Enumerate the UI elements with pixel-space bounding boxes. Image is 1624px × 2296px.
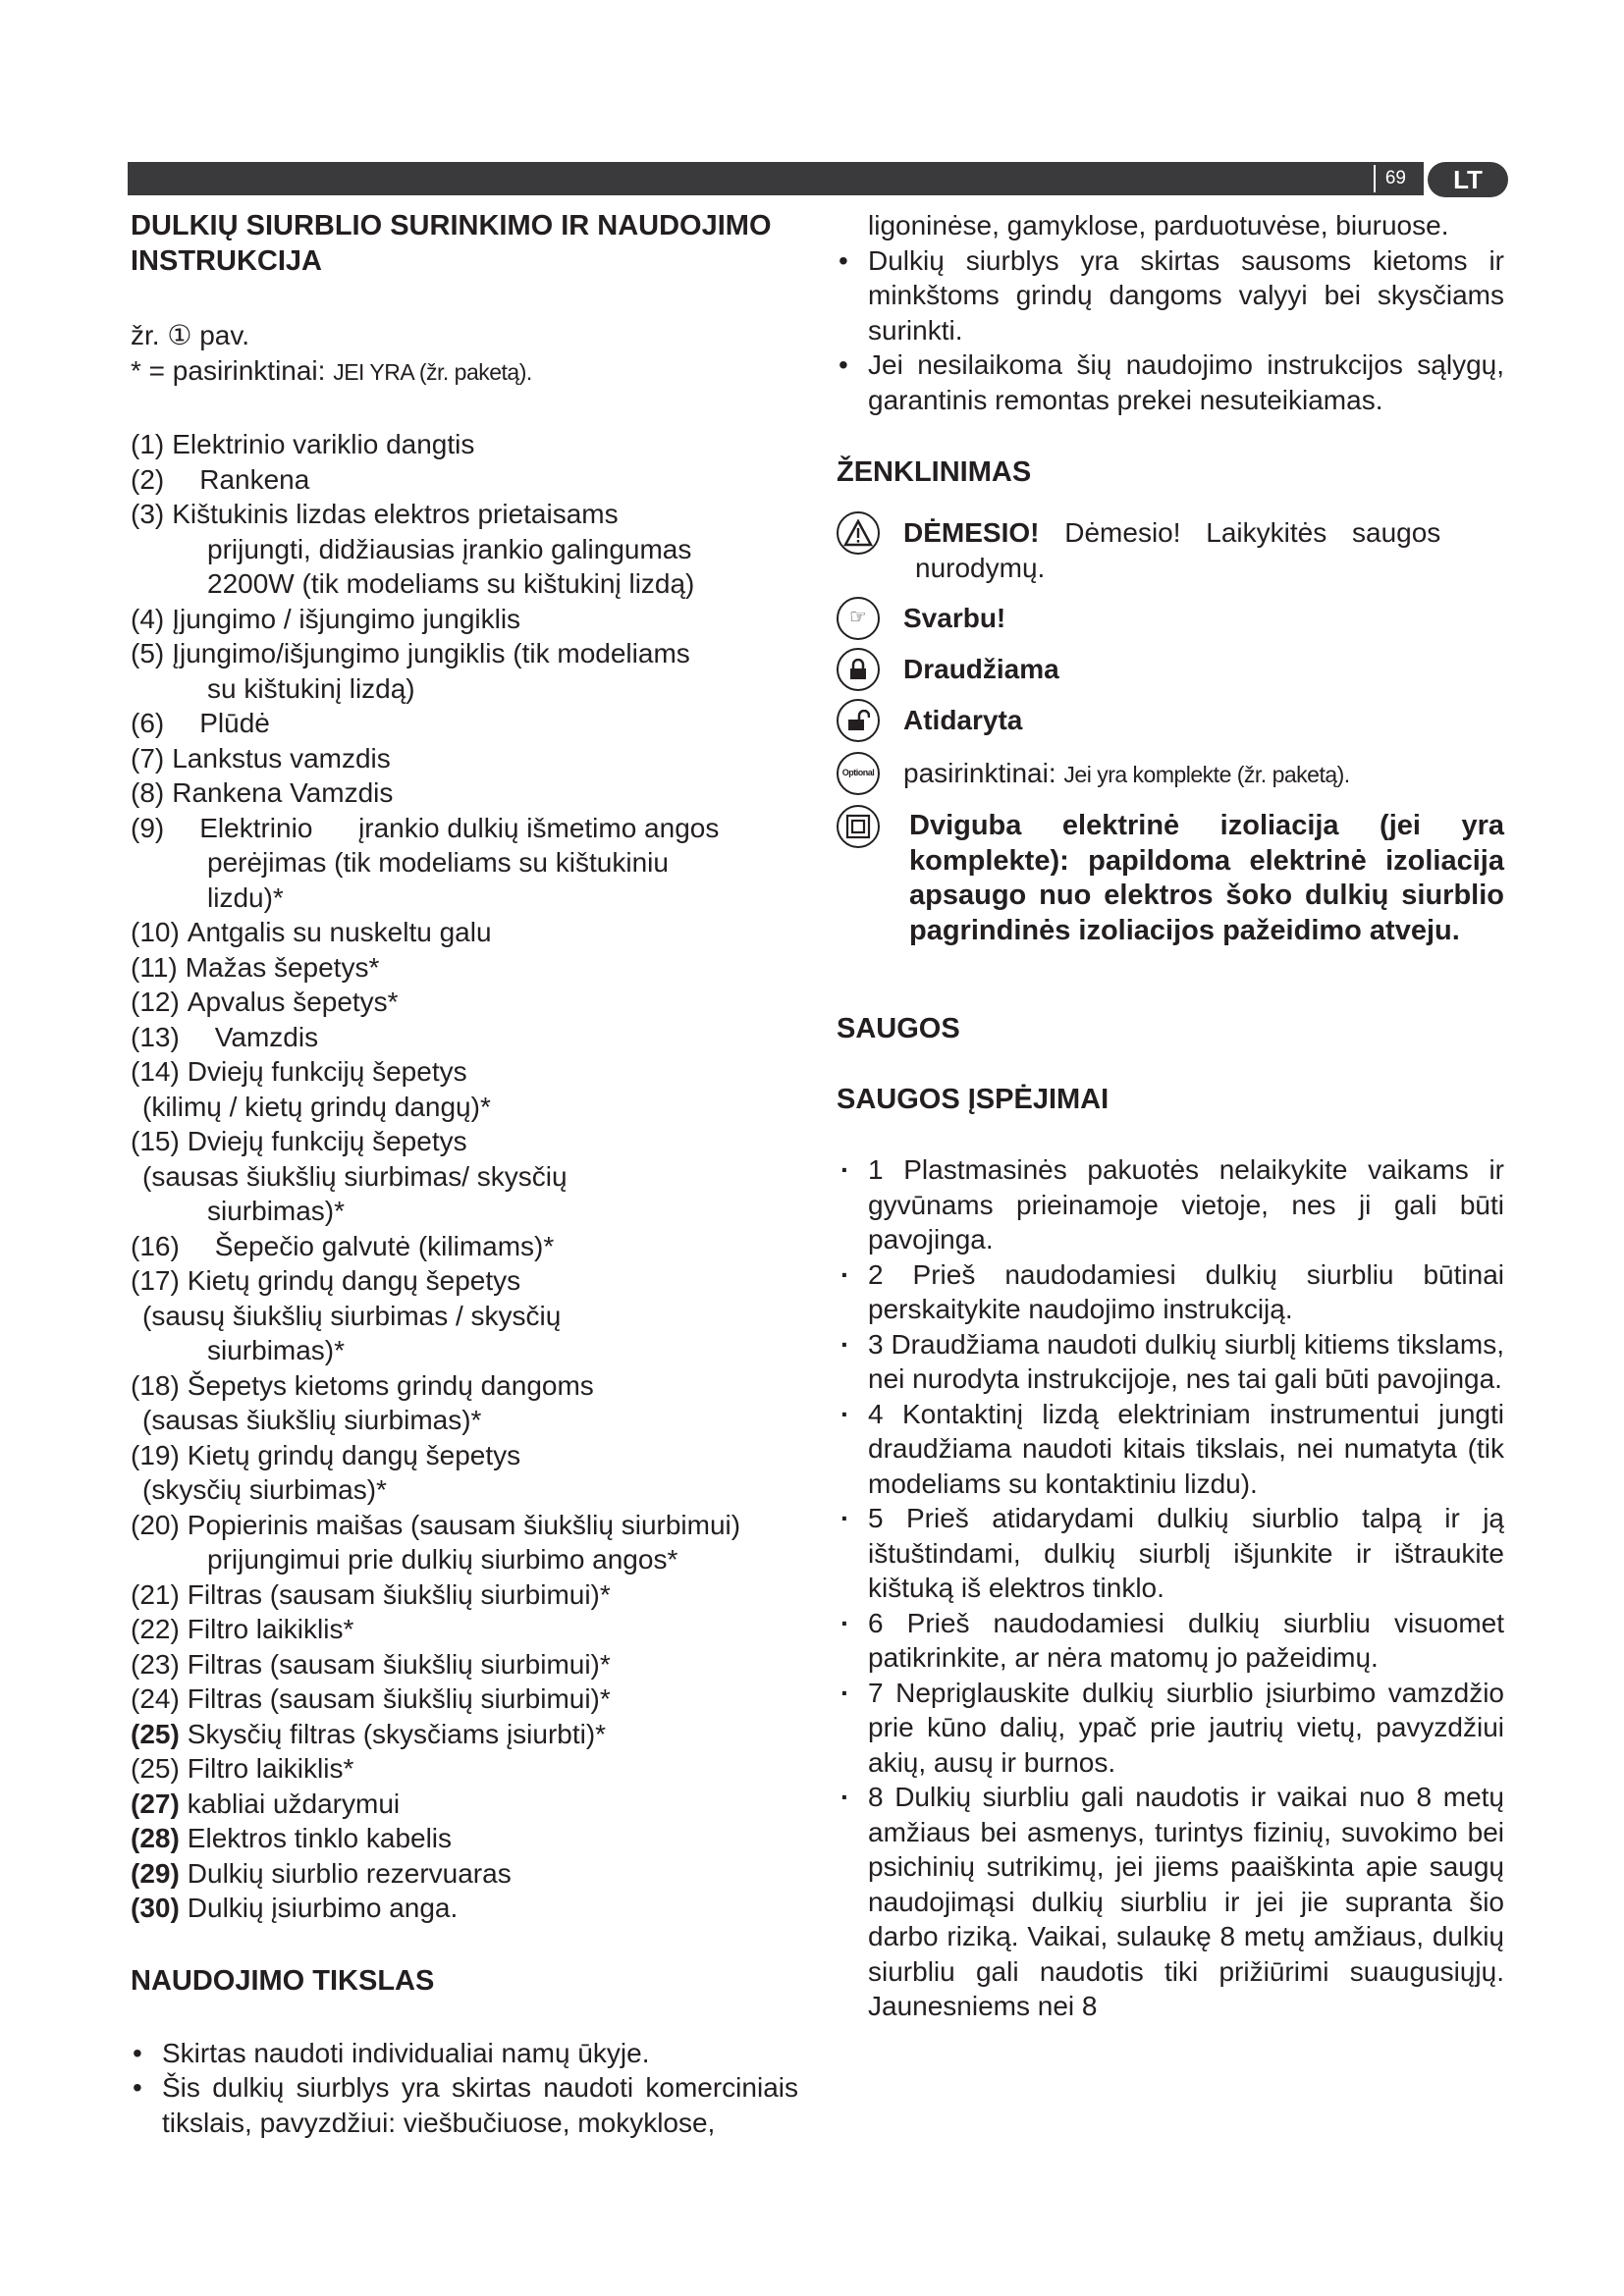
- list-item: (25) Skysčių filtras (skysčiams įsiurbti)*: [131, 1718, 607, 1749]
- list-item-continuation: (sausų šiukšlių siurbimas / skysčių: [142, 1300, 562, 1331]
- list-item: · 8 Dulkių siurbliu gali naudotis ir vaikai nuo 8 metų amžiaus bei asmenys, turintys fizinių, suvokimo bei psichinių sutrikimų, jei jiems paaiškinta apie saugų naudojimąsi dulkių siurbliu ir jei jie supranta šio darbo riziką. Vaikai, sulaukę 8 metų amžiaus, dulkių siurbliu gali naudotis tiki prižiūrimi suaugusiųjų. Jaunesniems nei 8: [837, 1780, 1504, 2024]
- lock-closed-icon: [837, 648, 880, 691]
- purpose-title: NAUDOJIMO TIKSLAS: [131, 1964, 435, 1997]
- purpose-list-continued: [837, 243, 1504, 418]
- symbols-legend: [837, 515, 1504, 948]
- list-item: (5) Įjungimo/išjungimo jungiklis (tik modeliams: [131, 638, 690, 668]
- warning-text-2: nurodymų.: [915, 552, 1046, 583]
- list-item-continuation: prijungti, didžiausias įrankio galingumas: [207, 533, 692, 564]
- list-item-continuation: su kištukinį lizdą): [207, 672, 415, 704]
- list-item: · 4 Kontaktinį lizdą elektriniam instrumentui jungti draudžiama naudoti kitais tikslais, nei numatyta (tik modeliams su kontaktiniu lizdu).: [837, 1397, 1504, 1502]
- right-column: [837, 208, 1504, 2024]
- symbol-double-insulation: [837, 809, 1504, 948]
- list-item: (10) Antgalis su nuskeltu galu: [131, 917, 492, 947]
- list-item: (29) Dulkių siurblio rezervuaras: [131, 1857, 512, 1889]
- language-badge: LT: [1428, 162, 1508, 197]
- list-item: (9) Elektrinio įrankio dulkių išmetimo angos: [131, 812, 720, 843]
- optional-note: JEI YRA (žr. paketą).: [333, 358, 532, 385]
- optional-icon: Optional: [837, 752, 880, 795]
- pointing-hand-icon: ☞: [837, 597, 880, 640]
- important-label: Svarbu!: [903, 603, 1006, 633]
- optional-label: * = pasirinktinai:: [131, 354, 334, 386]
- list-item: • Šis dulkių siurblys yra skirtas naudoti komerciniais tikslais, pavyzdžiui: viešbučiuose, mokyklose,: [131, 2070, 798, 2140]
- list-item-continuation: prijungimui prie dulkių siurbimo angos*: [207, 1544, 678, 1575]
- list-item: (11) Mažas šepetys*: [131, 951, 380, 983]
- list-item: • Jei nesilaikoma šių naudojimo instrukcijos sąlygų, garantinis remontas prekei nesuteikiamas.: [837, 347, 1504, 417]
- warning-text: Dėmesio! Laikykitės saugos: [1039, 517, 1441, 548]
- lock-open-icon: [837, 699, 880, 742]
- list-item: (16) Šepečio galvutė (kilimams)*: [131, 1230, 555, 1261]
- list-item: · 6 Prieš naudodamiesi dulkių siurbliu visuomet patikrinkite, ar nėra matomų jo pažeidimų.: [837, 1606, 1504, 1676]
- list-item: (4) Įjungimo / išjungimo jungiklis: [131, 603, 521, 634]
- double-insulation-icon: [837, 805, 880, 848]
- forbidden-label: Draudžiama: [903, 654, 1059, 684]
- list-item: (7) Lankstus vamzdis: [131, 742, 391, 774]
- symbol-important: [837, 601, 1504, 640]
- list-item: · 7 Nepriglauskite dulkių siurblio įsiurbimo vamzdžio prie kūno dalių, ypač prie jautrių vietų, pavyzdžiui akių, ausų ir burnos.: [837, 1676, 1504, 1781]
- purpose-continuation: ligoninėse, gamyklose, parduotuvėse, biuruose.: [868, 210, 1449, 240]
- ref-prefix: žr.: [131, 320, 168, 350]
- list-item: (30) Dulkių įsiurbimo anga.: [131, 1893, 459, 1923]
- page-number: 69: [1374, 165, 1416, 192]
- list-item-continuation: (kilimų / kietų grindų dangų)*: [142, 1091, 491, 1122]
- ref-suffix: pav.: [191, 320, 250, 350]
- symbol-optional: [837, 756, 1504, 795]
- list-item: (27) kabliai uždarymui: [131, 1788, 401, 1819]
- marking-title: ŽENKLINIMAS: [837, 456, 1032, 488]
- list-item: · 3 Draudžiama naudoti dulkių siurblį kitiems tikslams, nei nurodyta instrukcijoje, nes tai gali būti pavojinga.: [837, 1327, 1504, 1397]
- list-item: (3) Kištukinis lizdas elektros prietaisams: [131, 499, 619, 529]
- warning-label: DĖMESIO!: [903, 517, 1040, 548]
- list-item-continuation: (sausas šiukšlių siurbimas)*: [142, 1405, 482, 1435]
- list-item-continuation: siurbimas)*: [207, 1335, 346, 1365]
- list-item: (15) Dviejų funkcijų šepetys: [131, 1126, 467, 1156]
- list-item: (20) Popierinis maišas (sausam šiukšlių siurbimui): [131, 1509, 741, 1540]
- ref-number: ①: [167, 320, 192, 350]
- list-item: (18) Šepetys kietoms grindų dangoms: [131, 1369, 594, 1401]
- optional-label: pasirinktinai:: [903, 758, 1064, 788]
- list-item: (13) Vamzdis: [131, 1021, 319, 1052]
- safety-warnings-title: SAUGOS ĮSPĖJIMAI: [837, 1084, 1110, 1115]
- list-item-continuation: lizdu)*: [207, 881, 284, 913]
- list-item-continuation: siurbimas)*: [207, 1196, 346, 1226]
- list-item: (21) Filtras (sausam šiukšlių siurbimui)*: [131, 1578, 611, 1610]
- double-insulation-text: Dviguba elektrinė izoliacija (jei yra komplekte): papildoma elektrinė izoliacija apsaugo nuo elektros šoko dulkių siurblio pagrindinės izoliacijos pažeidimo atveju.: [909, 810, 1504, 946]
- list-item-continuation: (skysčių siurbimas)*: [142, 1474, 387, 1505]
- parts-list: [131, 427, 798, 1926]
- list-item: • Dulkių siurblys yra skirtas sausoms kietoms ir minkštoms grindų dangoms valyyi bei skysčiams surinkti.: [837, 243, 1504, 348]
- symbol-open: [837, 703, 1504, 742]
- left-column: [131, 208, 798, 2140]
- list-item: (14) Dviejų funkcijų šepetys: [131, 1056, 467, 1087]
- purpose-list: [131, 2036, 798, 2141]
- list-item: (25) Filtro laikiklis*: [131, 1753, 354, 1784]
- list-item: • Skirtas naudoti individualiai namų ūkyje.: [131, 2036, 798, 2071]
- list-item: (28) Elektros tinklo kabelis: [131, 1823, 453, 1853]
- safety-warnings-list: [837, 1152, 1504, 2024]
- optional-legend: [131, 353, 798, 391]
- warning-triangle-icon: [837, 511, 880, 555]
- list-item: (12) Apvalus šepetys*: [131, 987, 399, 1017]
- list-item: (2) Rankena: [131, 463, 310, 495]
- list-item: · 1 Plastmasinės pakuotės nelaikykite vaikams ir gyvūnams prieinamoje vietoje, nes ji gali būti pavojinga.: [837, 1152, 1504, 1257]
- symbol-forbidden: [837, 652, 1504, 691]
- list-item: (22) Filtro laikiklis*: [131, 1614, 354, 1644]
- list-item-continuation: (sausas šiukšlių siurbimas/ skysčių: [142, 1160, 568, 1192]
- safety-title: SAUGOS: [837, 1013, 960, 1044]
- list-item-continuation: perėjimas (tik modeliams su kištukiniu: [207, 847, 669, 878]
- list-item: (19) Kietų grindų dangų šepetys: [131, 1439, 521, 1470]
- optional-note: Jei yra komplekte (žr. paketą).: [1063, 762, 1350, 787]
- figure-reference: [131, 318, 798, 353]
- symbol-warning: [837, 515, 1504, 585]
- assembly-title: DULKIŲ SIURBLIO SURINKIMO IR NAUDOJIMO INSTRUKCIJA: [131, 210, 772, 277]
- list-item-continuation: 2200W (tik modeliams su kištukinį lizdą): [207, 568, 695, 599]
- list-item: (23) Filtras (sausam šiukšlių siurbimui)*: [131, 1648, 611, 1680]
- list-item: (8) Rankena Vamzdis: [131, 777, 394, 808]
- list-item: (24) Filtras (sausam šiukšlių siurbimui)*: [131, 1683, 611, 1714]
- list-item: (1) Elektrinio variklio dangtis: [131, 429, 475, 459]
- open-label: Atidaryta: [903, 705, 1023, 735]
- list-item: (17) Kietų grindų dangų šepetys: [131, 1265, 521, 1296]
- list-item: · 2 Prieš naudodamiesi dulkių siurbliu būtinai perskaitykite naudojimo instrukciją.: [837, 1257, 1504, 1327]
- header-bar: [128, 162, 1424, 195]
- list-item: · 5 Prieš atidarydami dulkių siurblio talpą ir ją ištuštindami, dulkių siurblį išjunkite ir ištraukite kištuką iš elektros tinklo.: [837, 1501, 1504, 1606]
- list-item: (6) Plūdė: [131, 708, 270, 738]
